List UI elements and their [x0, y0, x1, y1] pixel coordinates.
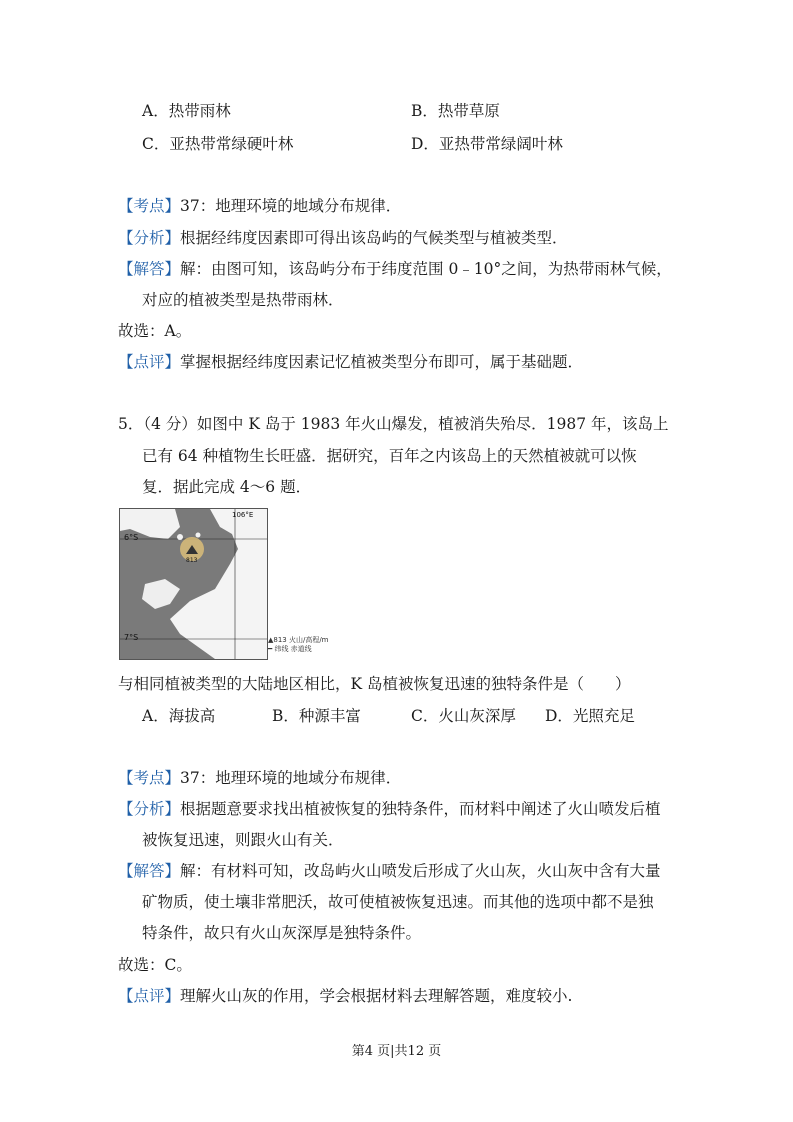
kaodian-tag: 【考点】	[118, 769, 181, 787]
legend-volcano: ▲813 火山/高程/m	[268, 636, 329, 644]
q4-dianping	[118, 352, 583, 372]
page-footer: 第4 页|共12 页	[351, 1044, 442, 1059]
jieda-text-1: 解：有材料可知，改岛屿火山喷发后形成了火山灰，火山灰中含有大量	[180, 862, 661, 880]
q5-option-d: D．光照充足	[545, 707, 635, 725]
q5-fenxi	[118, 799, 661, 819]
q5-fenxi-line2: 被恢复迅速，则跟火山有关．	[142, 831, 344, 849]
q5-option-a: A．海拔高	[142, 707, 216, 725]
map-lat-label-bottom: 7°S	[124, 633, 139, 642]
q5-jieda-line3: 特条件，故只有火山灰深厚是独特条件。	[142, 924, 422, 942]
q5-jieda-line2: 矿物质，使土壤非常肥沃，故可使植被恢复迅速。而其他的选项中都不是独	[142, 893, 654, 911]
q5-option-b: B．种源丰富	[272, 707, 361, 725]
q4-option-d: D．亚热带常绿阔叶林	[411, 135, 563, 153]
map-lon-label: 106°E	[232, 511, 254, 519]
q4-option-c: C．亚热带常绿硬叶林	[142, 135, 294, 153]
dianping-tag: 【点评】	[118, 987, 181, 1005]
k-island-map	[119, 508, 268, 660]
q5-stem-line1: 5．（4 分）如图中 K 岛于 1983 年火山爆发，植被消失殆尽．1987 年，该岛上	[118, 415, 669, 433]
kaodian-text: 37：地理环境的地域分布规律．	[180, 769, 402, 787]
q4-option-b: B．热带草原	[411, 102, 500, 120]
map-graphic	[120, 509, 267, 659]
dianping-text: 掌握根据经纬度因素记忆植被类型分布即可，属于基础题．	[180, 353, 584, 371]
q5-stem-line2: 已有 64 种植物生长旺盛．据研究，百年之内该岛上的天然植被就可以恢	[142, 447, 637, 465]
fenxi-tag: 【分析】	[118, 800, 181, 818]
jieda-tag: 【解答】	[118, 260, 181, 278]
q5-question: 与相同植被类型的大陆地区相比，K 岛植被恢复迅速的独特条件是（ ）	[118, 675, 631, 693]
q5-kaodian	[118, 768, 401, 788]
q5-dianping	[118, 986, 572, 1006]
q4-jieda	[118, 259, 672, 279]
map-lat-label-top: 6°S	[124, 533, 139, 542]
legend-line: ━ 纬线 赤道线	[268, 645, 312, 653]
q4-answer: 故选：A。	[118, 322, 192, 340]
q4-option-a: A．热带雨林	[142, 102, 231, 120]
q5-option-c: C．火山灰深厚	[411, 707, 516, 725]
q5-stem-line3: 复．据此完成 4～6 题．	[142, 478, 312, 496]
q4-kaodian	[118, 196, 401, 216]
jieda-text-1: 解：由图可知，该岛屿分布于纬度范围 0﹣10°之间，为热带雨林气候，	[180, 260, 672, 278]
map-legend	[268, 636, 329, 654]
kaodian-text: 37：地理环境的地域分布规律．	[180, 197, 402, 215]
kaodian-tag: 【考点】	[118, 197, 181, 215]
dianping-tag: 【点评】	[118, 353, 181, 371]
jieda-tag: 【解答】	[118, 862, 181, 880]
q4-fenxi	[118, 228, 568, 248]
q4-jieda-line2: 对应的植被类型是热带雨林．	[142, 291, 344, 309]
q5-jieda	[118, 861, 661, 881]
fenxi-text-1: 根据题意要求找出植被恢复的独特条件，而材料中阐述了火山喷发后植	[180, 800, 661, 818]
fenxi-text: 根据经纬度因素即可得出该岛屿的气候类型与植被类型．	[180, 229, 568, 247]
fenxi-tag: 【分析】	[118, 229, 181, 247]
dianping-text: 理解火山灰的作用，学会根据材料去理解答题，难度较小.	[180, 987, 573, 1005]
q5-answer: 故选：C。	[118, 956, 192, 974]
map-volcano-elev: 813	[186, 557, 198, 564]
